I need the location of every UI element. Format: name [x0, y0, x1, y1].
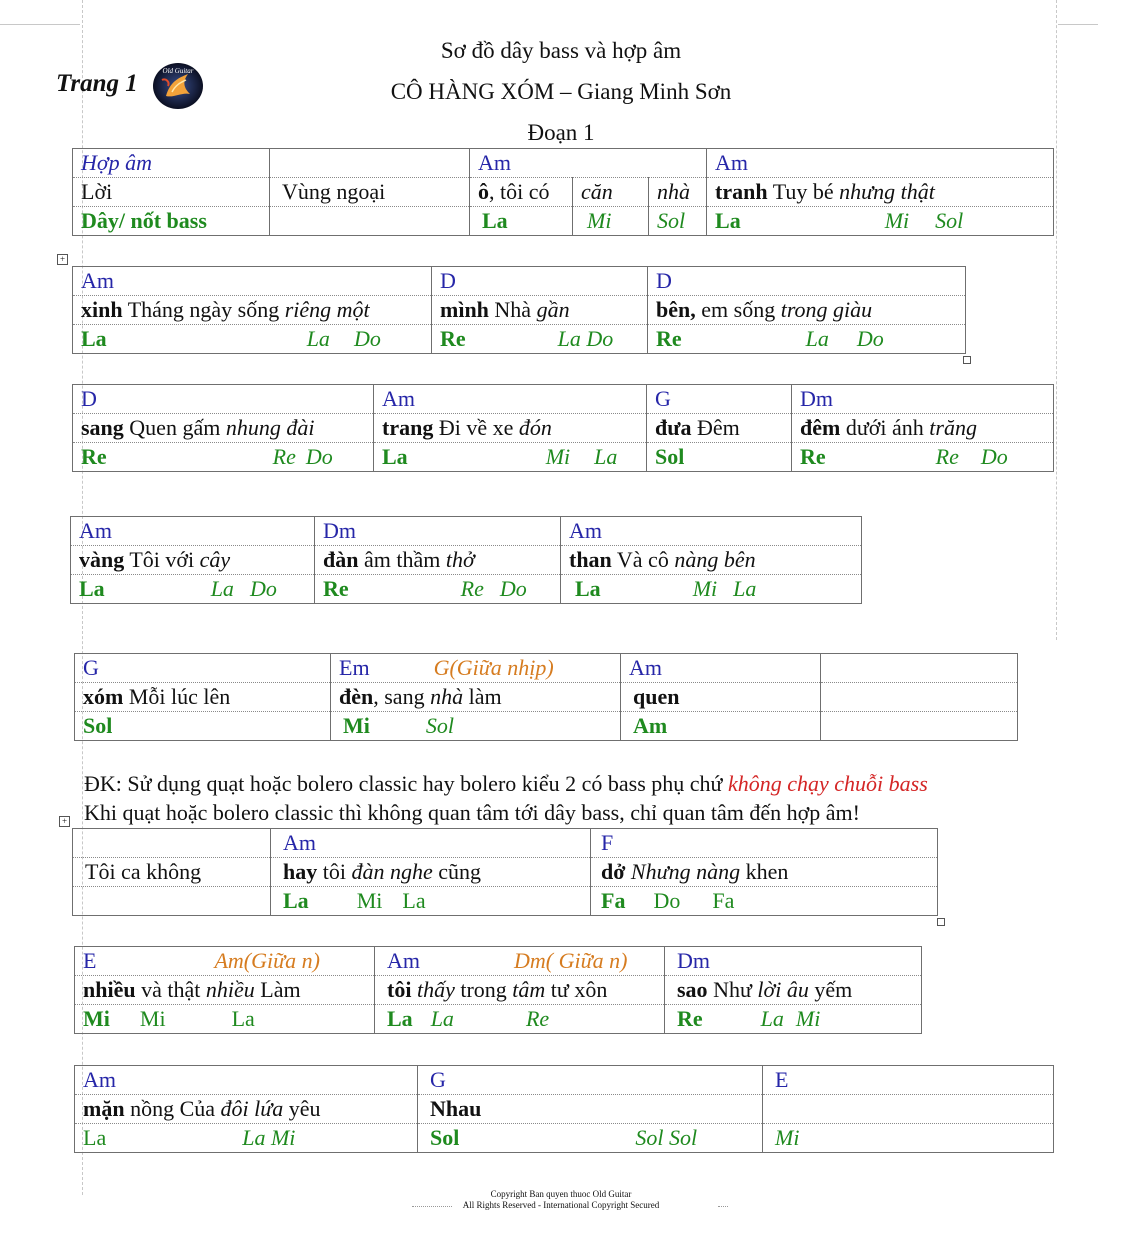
chord-cell: Am	[271, 829, 591, 858]
bass-note: Sol	[425, 713, 455, 738]
lyric-cell	[331, 683, 621, 712]
margin-guide-top-right	[1058, 24, 1098, 25]
table-row	[75, 654, 1018, 683]
lyric-italic: cây	[199, 547, 231, 572]
bass-cell	[418, 1124, 763, 1153]
table-move-handle[interactable]: +	[59, 816, 70, 827]
bass-note-bold: Am	[633, 713, 668, 738]
chord-cell: G	[75, 654, 331, 683]
bass-cell	[647, 443, 792, 472]
lyric-cell	[75, 1095, 418, 1124]
lyric-italic: nhà	[430, 684, 464, 709]
bass-note-bold: Re	[677, 1006, 703, 1031]
table-row	[73, 149, 1054, 178]
bass-note: Re	[935, 444, 959, 469]
chord-name: Am	[387, 948, 420, 973]
bass-note: Do	[856, 326, 884, 351]
lyric-italic: nhung đài	[225, 415, 315, 440]
bass-note: Do	[353, 326, 381, 351]
lyric-text: Như	[707, 977, 758, 1002]
lyric-bold: quen	[633, 684, 680, 709]
bass-note: La	[733, 576, 757, 601]
chord-name: Em	[339, 655, 370, 680]
lyric-text: khen	[740, 859, 789, 884]
chord-mid-beat: Dm( Giữa n)	[514, 948, 628, 973]
chord-cell: D	[648, 267, 966, 296]
bass-note: Do	[249, 576, 277, 601]
bass-cell	[792, 443, 1054, 472]
lyric-italic: đôi lứa	[220, 1096, 284, 1121]
lyric-italic: Nhưng nàng	[630, 859, 741, 884]
lyric-bold: tôi	[387, 977, 412, 1002]
table-resize-handle[interactable]	[937, 918, 945, 926]
chord-cell	[821, 654, 1018, 683]
chord-name: E	[83, 948, 97, 973]
chord-cell: G	[418, 1066, 763, 1095]
bass-note: La	[83, 1125, 107, 1150]
chord-table-2	[72, 266, 966, 354]
chord-cell: E	[763, 1066, 1054, 1095]
lyric-bold: trang	[382, 415, 434, 440]
bass-cell: Mi	[573, 207, 649, 236]
lyric-text: Vùng ngoại	[282, 179, 386, 204]
lyric-italic: nhiều	[205, 977, 255, 1002]
bass-cell	[73, 443, 374, 472]
lyric-italic: tâm	[512, 977, 546, 1002]
lyric-text: , tôi có	[489, 179, 550, 204]
lyric-cell	[707, 178, 1054, 207]
bass-note-bold: Mi	[343, 713, 370, 738]
table-row	[71, 546, 862, 575]
chord-cell	[331, 654, 621, 683]
lyric-italic: riêng một	[284, 297, 370, 322]
bass-note: La	[306, 326, 330, 351]
bass-note: La	[594, 444, 618, 469]
table-resize-handle[interactable]	[963, 356, 971, 364]
bass-note: Mi	[356, 888, 383, 913]
chord-table-7	[74, 946, 922, 1034]
lyric-cell	[374, 414, 647, 443]
chord-cell: Am	[73, 267, 432, 296]
copyright-line-2: All Rights Reserved - International Copyright Secured	[462, 1200, 660, 1210]
table-row	[73, 296, 966, 325]
lyric-text: Mỗi lúc lên	[123, 684, 231, 709]
bass-note: Mi	[795, 1006, 821, 1031]
footer-guide	[412, 1206, 452, 1207]
bass-cell	[75, 1124, 418, 1153]
chord-table-8	[74, 1065, 1054, 1153]
bass-note-bold: Re	[656, 326, 682, 351]
lyric-text: tôi	[317, 859, 352, 884]
bass-note-bold: La	[283, 888, 309, 913]
bass-cell	[621, 712, 821, 741]
chord-cell: Am	[621, 654, 821, 683]
bass-cell	[315, 575, 561, 604]
table-row	[73, 325, 966, 354]
label-hop-am: Hợp âm	[73, 149, 270, 178]
chord-mid-beat: G(Giữa nhịp)	[433, 655, 554, 680]
bass-note: La Do	[557, 326, 614, 351]
chorus-note-text: ĐK: Sử dụng quạt hoặc bolero classic hay bolero kiểu 2 có bass phụ chứ	[84, 771, 728, 796]
bass-note: La Mi	[242, 1125, 296, 1150]
lyric-bold: sang	[81, 415, 124, 440]
chorus-note	[84, 771, 928, 797]
lyric-italic: thở	[445, 547, 475, 572]
lyric-text: em sống	[695, 297, 781, 322]
table-row	[71, 517, 862, 546]
lyric-italic: lời âu	[757, 977, 809, 1002]
lyric-bold: bên,	[656, 297, 696, 322]
bass-note-bold: Re	[800, 444, 826, 469]
bass-note-bold: Re	[323, 576, 349, 601]
lyric-cell	[647, 414, 792, 443]
table-row	[75, 976, 922, 1005]
chord-table-4	[70, 516, 862, 604]
lyric-bold: than	[569, 547, 612, 572]
bass-cell	[665, 1005, 922, 1034]
chord-name: Dm	[677, 948, 710, 973]
lyric-cell	[270, 178, 470, 207]
bass-note: La	[760, 1006, 784, 1031]
chord-cell: Dm	[792, 385, 1054, 414]
lyric-cell	[792, 414, 1054, 443]
lyric-text: tư xôn	[545, 977, 608, 1002]
lyric-italic: nàng bên	[674, 547, 756, 572]
chord-table-3	[72, 384, 1054, 472]
lyric-text: Quen gấm	[123, 415, 226, 440]
bass-note: La	[402, 888, 426, 913]
lyric-text: Tuy bé	[767, 179, 840, 204]
label-bass: Dây/ nốt bass	[73, 207, 270, 236]
lyric-bold: ô	[478, 179, 489, 204]
lyric-cell	[763, 1095, 1054, 1124]
lyric-cell	[418, 1095, 763, 1124]
bass-note-bold: La	[81, 326, 107, 351]
bass-cell	[271, 887, 591, 916]
bass-note: Sol	[935, 208, 964, 233]
lyric-cell	[821, 683, 1018, 712]
section-title: Đoạn 1	[527, 120, 595, 145]
table-row	[75, 1124, 1054, 1153]
bass-cell	[75, 1005, 375, 1034]
lyric-bold: mặn	[83, 1096, 125, 1121]
bass-note: Mi	[775, 1125, 800, 1150]
bass-note: Sol Sol	[635, 1125, 698, 1150]
footer-guide	[718, 1206, 728, 1207]
chord-cell: Am	[75, 1066, 418, 1095]
chord-cell: F	[591, 829, 938, 858]
lyric-cell	[375, 976, 665, 1005]
lyric-bold: sao	[677, 977, 708, 1002]
chord-cell: Am	[707, 149, 1054, 178]
bass-note: Fa	[712, 888, 735, 913]
bass-note: La	[231, 1006, 255, 1031]
table-row	[73, 207, 1054, 236]
bass-cell: Sol	[649, 207, 707, 236]
lyric-text: Đi về xe	[433, 415, 519, 440]
bass-note-bold: La	[382, 444, 408, 469]
bass-note-bold: Sol	[655, 444, 685, 469]
bass-cell	[561, 575, 862, 604]
chord-table-6	[72, 828, 938, 916]
lyric-cell	[73, 296, 432, 325]
bass-cell	[591, 887, 938, 916]
bass-note: Mi	[545, 444, 571, 469]
lyric-italic: đàn nghe	[351, 859, 433, 884]
lyric-text: dưới ánh	[840, 415, 930, 440]
lyric-text: âm thầm	[358, 547, 446, 572]
bass-note-bold: Fa	[601, 888, 626, 913]
table-row	[75, 712, 1018, 741]
bass-note: Do	[305, 444, 333, 469]
lyric-bold: đêm	[800, 415, 841, 440]
lyric-cell	[665, 976, 922, 1005]
bass-note-bold: Sol	[430, 1125, 460, 1150]
bass-note: La	[805, 326, 829, 351]
bass-note-bold: Sol	[83, 713, 113, 738]
chorus-note-warning: không chạy chuỗi bass	[727, 771, 928, 796]
table-row	[73, 887, 938, 916]
bass-cell	[71, 575, 315, 604]
chord-cell	[375, 947, 665, 976]
lyric-cell	[621, 683, 821, 712]
table-row	[75, 1005, 922, 1034]
lyric-bold: tranh	[715, 179, 768, 204]
chord-table-1	[72, 148, 1054, 236]
chord-cell	[73, 829, 271, 858]
lyric-bold: nhiều	[83, 977, 136, 1002]
lyric-text: Tôi với	[124, 547, 200, 572]
lyric-cell	[75, 976, 375, 1005]
lyric-italic: trăng	[929, 415, 977, 440]
strum-note: Khi quạt hoặc bolero classic thì không quan tâm tới dây bass, chỉ quan tâm đến hợp âm!	[84, 800, 860, 825]
lyric-cell	[71, 546, 315, 575]
table-row	[73, 829, 938, 858]
bass-cell	[73, 325, 432, 354]
bass-cell	[763, 1124, 1054, 1153]
chord-cell: Am	[470, 149, 707, 178]
bass-note: La	[210, 576, 234, 601]
chord-table-5	[74, 653, 1018, 741]
bass-cell	[648, 325, 966, 354]
bass-note: Mi	[692, 576, 718, 601]
bass-note: Mi	[884, 208, 910, 233]
lyric-text: Và cô	[611, 547, 675, 572]
table-row	[73, 267, 966, 296]
lyric-bold: xinh	[81, 297, 123, 322]
lyric-italic: thấy	[416, 977, 455, 1002]
logo-text: Old Guitar	[162, 67, 194, 75]
bass-cell	[470, 207, 573, 236]
bass-note: Do	[499, 576, 527, 601]
bass-note: La	[430, 1006, 454, 1031]
bass-cell	[707, 207, 1054, 236]
bass-note: Re	[272, 444, 296, 469]
lyric-bold: dở	[601, 859, 626, 884]
chord-cell: D	[73, 385, 374, 414]
lyric-italic: đón	[518, 415, 552, 440]
bass-cell	[821, 712, 1018, 741]
table-move-handle[interactable]: +	[57, 254, 68, 265]
chord-cell: Am	[374, 385, 647, 414]
bass-note: Do	[980, 444, 1008, 469]
bass-note-bold: Re	[81, 444, 107, 469]
chord-cell: Am	[561, 517, 862, 546]
bass-note: Re	[525, 1006, 550, 1031]
bass-note: Re	[460, 576, 484, 601]
bass-cell	[75, 712, 331, 741]
lyric-bold: vàng	[79, 547, 125, 572]
lyric-text: nồng Của	[124, 1096, 221, 1121]
lyric-text: Làm	[254, 977, 301, 1002]
lyric-cell	[470, 178, 573, 207]
lyric-italic: gần	[536, 297, 570, 322]
lyric-text: cũng	[432, 859, 482, 884]
lyric-cell	[315, 546, 561, 575]
lyric-bold: đưa	[655, 415, 692, 440]
table-row	[75, 947, 922, 976]
lyric-cell	[591, 858, 938, 887]
lyric-text: Đêm	[691, 415, 740, 440]
chord-cell: Am	[71, 517, 315, 546]
table-row	[71, 575, 862, 604]
lyric-text: Tháng ngày sống	[122, 297, 285, 322]
lyric-cell	[648, 296, 966, 325]
table-row	[75, 683, 1018, 712]
lyric-text: và thật	[135, 977, 206, 1002]
chord-cell	[270, 149, 470, 178]
chord-cell: G	[647, 385, 792, 414]
table-row	[73, 858, 938, 887]
table-row	[73, 178, 1054, 207]
bass-note-bold: La	[387, 1006, 413, 1031]
bass-note-bold: Mi	[83, 1006, 110, 1031]
bass-note-bold: La	[482, 208, 508, 233]
lyric-cell	[75, 683, 331, 712]
table-row	[73, 443, 1054, 472]
bass-note: Mi	[139, 1006, 166, 1031]
lyric-cell: nhà	[649, 178, 707, 207]
lyric-text: trong	[454, 977, 513, 1002]
chord-mid-beat: Am(Giữa n)	[214, 948, 320, 973]
lyric-bold: đèn	[339, 684, 374, 709]
page-label: Trang 1	[56, 70, 138, 97]
lyric-bold: xóm	[83, 684, 124, 709]
bass-cell	[331, 712, 621, 741]
bass-note-bold: La	[575, 576, 601, 601]
chord-cell: Dm	[315, 517, 561, 546]
copyright-line-1: Copyright Ban quyen thuoc Old Guitar	[490, 1189, 632, 1199]
lyric-italic: nhưng thật	[839, 179, 935, 204]
chord-cell	[665, 947, 922, 976]
bass-cell	[432, 325, 648, 354]
lyric-bold: Nhau	[430, 1096, 482, 1121]
lyric-text: yếm	[808, 977, 853, 1002]
lyric-text: , sang	[373, 684, 431, 709]
lyric-bold: đàn	[323, 547, 359, 572]
label-loi: Lời	[73, 178, 270, 207]
table-row	[73, 385, 1054, 414]
bass-cell	[270, 207, 470, 236]
lyric-bold: mình	[440, 297, 489, 322]
bass-note-bold: Re	[440, 326, 466, 351]
lyric-cell	[561, 546, 862, 575]
lyric-cell	[73, 414, 374, 443]
lyric-cell: Tôi ca không	[73, 858, 271, 887]
lyric-text: Nhà	[488, 297, 537, 322]
bass-note-bold: La	[715, 208, 741, 233]
lyric-cell: căn	[573, 178, 649, 207]
lyric-bold: hay	[283, 859, 318, 884]
lyric-text: yêu	[283, 1096, 321, 1121]
table-row	[75, 1095, 1054, 1124]
margin-guide-top	[0, 24, 80, 25]
bass-note-bold: La	[79, 576, 105, 601]
table-row	[73, 414, 1054, 443]
bass-note: Do	[653, 888, 681, 913]
lyric-text: làm	[463, 684, 502, 709]
lyric-cell	[432, 296, 648, 325]
bass-cell	[375, 1005, 665, 1034]
song-title: CÔ HÀNG XÓM – Giang Minh Sơn	[390, 79, 732, 104]
chord-cell	[75, 947, 375, 976]
lyric-cell	[271, 858, 591, 887]
bass-cell	[374, 443, 647, 472]
chord-cell: D	[432, 267, 648, 296]
table-row	[75, 1066, 1054, 1095]
lyric-italic: trong giàu	[780, 297, 873, 322]
bass-cell	[73, 887, 271, 916]
doc-subtitle: Sơ đồ dây bass và hợp âm	[440, 38, 682, 63]
